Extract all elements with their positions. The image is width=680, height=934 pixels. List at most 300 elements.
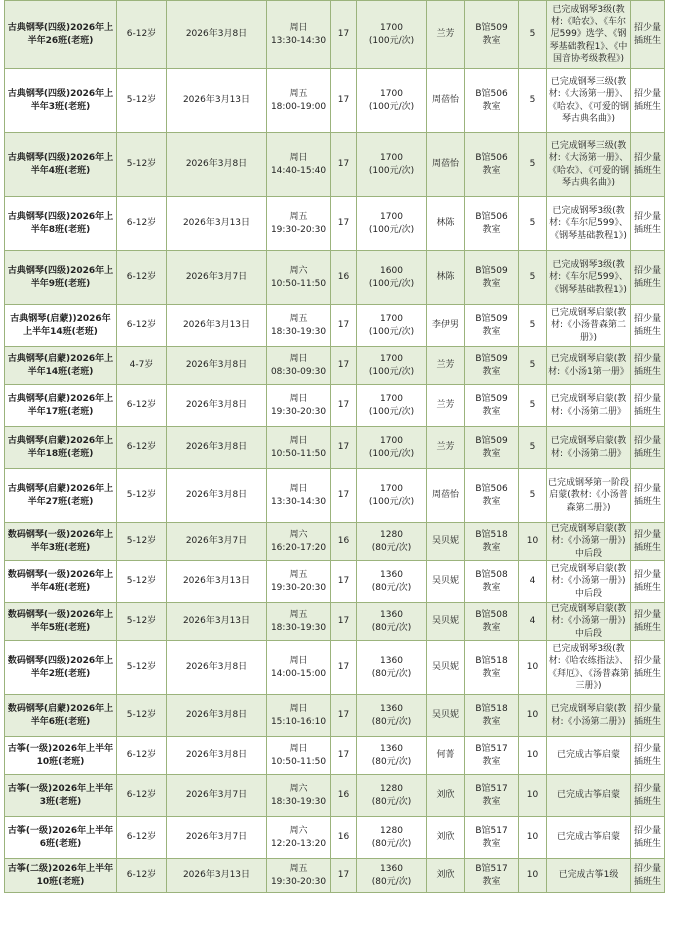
time-text: 18:30-19:30 — [270, 796, 327, 807]
fee-cell — [357, 251, 427, 305]
weekday-text: 周五 — [289, 89, 308, 100]
time-text: 14:40-15:40 — [270, 165, 327, 176]
requirement-cell: 已完成钢琴3级(教材:《哈农练指法》、《拜厄》、《汤普森第三册》) — [547, 641, 631, 695]
room-cell — [465, 427, 519, 469]
fee-cell — [357, 133, 427, 197]
sessions-cell: 17 — [331, 385, 357, 427]
fee-total-text: 1360 — [380, 704, 403, 715]
room-suffix-text: 教室 — [482, 796, 501, 807]
weekday-text: 周日 — [289, 656, 308, 667]
room-suffix-text: 教室 — [482, 496, 501, 507]
sessions-cell: 17 — [331, 197, 357, 251]
seats-cell: 10 — [519, 775, 547, 817]
sessions-cell: 17 — [331, 695, 357, 737]
fee-total-text: 1700 — [380, 354, 403, 365]
table-row — [5, 427, 665, 469]
start-date-cell: 2026年3月8日 — [167, 469, 267, 523]
room-text: B馆506 — [475, 484, 508, 495]
room-text: B馆517 — [475, 826, 508, 837]
teacher-cell: 周蓓怡 — [427, 133, 465, 197]
start-date-cell: 2026年3月13日 — [167, 859, 267, 893]
fee-cell — [357, 695, 427, 737]
age-cell: 5-12岁 — [117, 603, 167, 641]
seats-cell: 10 — [519, 817, 547, 859]
room-suffix-text: 教室 — [482, 582, 501, 593]
teacher-cell: 兰芳 — [427, 385, 465, 427]
schedule-cell — [267, 817, 331, 859]
room-text: B馆518 — [475, 704, 508, 715]
fee-cell — [357, 197, 427, 251]
room-cell — [465, 347, 519, 385]
room-cell — [465, 775, 519, 817]
weekday-text: 周日 — [289, 484, 308, 495]
fee-per-session-text: (80元/次) — [371, 668, 412, 679]
room-text: B馆508 — [475, 610, 508, 621]
class-schedule-table — [4, 0, 665, 893]
fee-per-session-text: (100元/次) — [368, 35, 415, 46]
requirement-cell: 已完成古筝启蒙 — [547, 817, 631, 859]
room-cell — [465, 1, 519, 69]
class-name-cell: 数码钢琴(启蒙)2026年上半年6班(老班) — [5, 695, 117, 737]
fee-total-text: 1600 — [380, 266, 403, 277]
sessions-cell: 17 — [331, 641, 357, 695]
room-suffix-text: 教室 — [482, 278, 501, 289]
schedule-cell — [267, 641, 331, 695]
requirement-cell: 已完成钢琴三级(教材:《大汤第一册》、《哈农》、《可爱的钢琴古典名曲》) — [547, 69, 631, 133]
fee-cell — [357, 347, 427, 385]
start-date-cell: 2026年3月8日 — [167, 695, 267, 737]
time-text: 10:50-11:50 — [270, 756, 327, 767]
weekday-text: 周六 — [289, 784, 308, 795]
seats-cell: 5 — [519, 1, 547, 69]
time-text: 13:30-14:30 — [270, 496, 327, 507]
seats-cell: 5 — [519, 347, 547, 385]
weekday-text: 周六 — [289, 530, 308, 541]
requirement-cell: 已完成钢琴启蒙(教材:《小汤普森第二册》) — [547, 305, 631, 347]
status-cell: 招少量插班生 — [631, 347, 665, 385]
time-text: 19:30-20:30 — [270, 876, 327, 887]
fee-cell — [357, 775, 427, 817]
table-row — [5, 817, 665, 859]
table-row — [5, 603, 665, 641]
age-cell: 5-12岁 — [117, 695, 167, 737]
start-date-cell: 2026年3月13日 — [167, 69, 267, 133]
weekday-text: 周日 — [289, 23, 308, 34]
room-text: B馆517 — [475, 744, 508, 755]
room-cell — [465, 695, 519, 737]
fee-cell — [357, 523, 427, 561]
teacher-cell: 兰芳 — [427, 1, 465, 69]
fee-total-text: 1360 — [380, 864, 403, 875]
requirement-cell: 已完成钢琴启蒙(教材:《小汤第一册》)中后段 — [547, 603, 631, 641]
requirement-cell: 已完成古筝1级 — [547, 859, 631, 893]
age-cell: 4-7岁 — [117, 347, 167, 385]
room-text: B馆509 — [475, 394, 508, 405]
table-row — [5, 469, 665, 523]
schedule-cell — [267, 385, 331, 427]
time-text: 10:50-11:50 — [270, 278, 327, 289]
room-suffix-text: 教室 — [482, 448, 501, 459]
sessions-cell: 17 — [331, 603, 357, 641]
fee-cell — [357, 737, 427, 775]
table-row — [5, 641, 665, 695]
class-name-cell: 古典钢琴(四级)2026年上半年3班(老班) — [5, 69, 117, 133]
teacher-cell: 刘欣 — [427, 775, 465, 817]
room-cell — [465, 817, 519, 859]
room-suffix-text: 教室 — [482, 101, 501, 112]
status-cell: 招少量插班生 — [631, 469, 665, 523]
room-cell — [465, 251, 519, 305]
seats-cell: 5 — [519, 385, 547, 427]
age-cell: 5-12岁 — [117, 69, 167, 133]
weekday-text: 周日 — [289, 436, 308, 447]
age-cell: 6-12岁 — [117, 385, 167, 427]
room-suffix-text: 教室 — [482, 838, 501, 849]
fee-total-text: 1700 — [380, 23, 403, 34]
status-cell: 招少量插班生 — [631, 1, 665, 69]
fee-cell — [357, 69, 427, 133]
room-suffix-text: 教室 — [482, 668, 501, 679]
sessions-cell: 17 — [331, 69, 357, 133]
class-name-cell: 古典钢琴(启蒙))2026年上半年14班(老班) — [5, 305, 117, 347]
weekday-text: 周六 — [289, 826, 308, 837]
status-cell: 招少量插班生 — [631, 385, 665, 427]
fee-per-session-text: (100元/次) — [368, 496, 415, 507]
table-row — [5, 305, 665, 347]
fee-per-session-text: (80元/次) — [371, 838, 412, 849]
teacher-cell: 何菁 — [427, 737, 465, 775]
sessions-cell: 16 — [331, 817, 357, 859]
class-name-cell: 古典钢琴(启蒙)2026年上半年18班(老班) — [5, 427, 117, 469]
schedule-cell — [267, 603, 331, 641]
start-date-cell: 2026年3月8日 — [167, 427, 267, 469]
class-name-cell: 数码钢琴(四级)2026年上半年2班(老班) — [5, 641, 117, 695]
requirement-cell: 已完成钢琴启蒙(教材:《小汤1第一册》 — [547, 347, 631, 385]
room-cell — [465, 305, 519, 347]
age-cell: 5-12岁 — [117, 523, 167, 561]
room-cell — [465, 737, 519, 775]
age-cell: 5-12岁 — [117, 469, 167, 523]
table-row — [5, 523, 665, 561]
requirement-cell: 已完成钢琴3级(教材:《车尔尼599》、《钢琴基础教程1》) — [547, 197, 631, 251]
fee-per-session-text: (100元/次) — [368, 326, 415, 337]
status-cell: 招少量插班生 — [631, 197, 665, 251]
time-text: 08:30-09:30 — [270, 366, 327, 377]
status-cell: 招少量插班生 — [631, 817, 665, 859]
age-cell: 6-12岁 — [117, 775, 167, 817]
class-name-cell: 古筝(二级)2026年上半年10班(老班) — [5, 859, 117, 893]
table-row — [5, 69, 665, 133]
status-cell: 招少量插班生 — [631, 133, 665, 197]
fee-per-session-text: (100元/次) — [368, 366, 415, 377]
fee-per-session-text: (80元/次) — [371, 796, 412, 807]
teacher-cell: 吴贝妮 — [427, 523, 465, 561]
time-text: 18:30-19:30 — [270, 622, 327, 633]
room-cell — [465, 69, 519, 133]
fee-per-session-text: (100元/次) — [368, 406, 415, 417]
fee-total-text: 1360 — [380, 570, 403, 581]
fee-per-session-text: (100元/次) — [368, 165, 415, 176]
teacher-cell: 吴贝妮 — [427, 561, 465, 603]
room-text: B馆509 — [475, 23, 508, 34]
fee-total-text: 1700 — [380, 484, 403, 495]
room-suffix-text: 教室 — [482, 716, 501, 727]
requirement-cell: 已完成钢琴3级(教材:《哈农》、《车尔尼599》选学、《钢琴基础教程1》、《中国音协考级教程》) — [547, 1, 631, 69]
room-text: B馆509 — [475, 314, 508, 325]
fee-total-text: 1360 — [380, 744, 403, 755]
requirement-cell: 已完成钢琴启蒙(教材:《小汤第一册》)中后段 — [547, 561, 631, 603]
seats-cell: 10 — [519, 641, 547, 695]
teacher-cell: 刘欣 — [427, 859, 465, 893]
weekday-text: 周日 — [289, 153, 308, 164]
class-name-cell: 古筝(一级)2026年上半年6班(老班) — [5, 817, 117, 859]
schedule-cell — [267, 305, 331, 347]
room-suffix-text: 教室 — [482, 35, 501, 46]
fee-cell — [357, 817, 427, 859]
seats-cell: 10 — [519, 695, 547, 737]
status-cell: 招少量插班生 — [631, 523, 665, 561]
fee-per-session-text: (80元/次) — [371, 876, 412, 887]
status-cell: 招少量插班生 — [631, 561, 665, 603]
fee-per-session-text: (100元/次) — [368, 278, 415, 289]
schedule-cell — [267, 197, 331, 251]
sessions-cell: 17 — [331, 305, 357, 347]
seats-cell: 5 — [519, 469, 547, 523]
time-text: 19:30-20:30 — [270, 224, 327, 235]
room-text: B馆508 — [475, 570, 508, 581]
age-cell: 6-12岁 — [117, 305, 167, 347]
seats-cell: 5 — [519, 427, 547, 469]
schedule-cell — [267, 469, 331, 523]
room-text: B馆506 — [475, 153, 508, 164]
teacher-cell: 刘欣 — [427, 817, 465, 859]
schedule-cell — [267, 859, 331, 893]
fee-per-session-text: (100元/次) — [368, 101, 415, 112]
start-date-cell: 2026年3月8日 — [167, 385, 267, 427]
weekday-text: 周五 — [289, 570, 308, 581]
teacher-cell: 兰芳 — [427, 347, 465, 385]
class-name-cell: 数码钢琴(一级)2026年上半年4班(老班) — [5, 561, 117, 603]
schedule-cell — [267, 1, 331, 69]
fee-per-session-text: (80元/次) — [371, 756, 412, 767]
room-cell — [465, 197, 519, 251]
table-row — [5, 385, 665, 427]
seats-cell: 5 — [519, 197, 547, 251]
fee-cell — [357, 427, 427, 469]
sessions-cell: 16 — [331, 251, 357, 305]
schedule-cell — [267, 427, 331, 469]
table-row — [5, 197, 665, 251]
fee-total-text: 1280 — [380, 530, 403, 541]
schedule-cell — [267, 737, 331, 775]
teacher-cell: 周蓓怡 — [427, 69, 465, 133]
table-row — [5, 251, 665, 305]
time-text: 13:30-14:30 — [270, 35, 327, 46]
start-date-cell: 2026年3月8日 — [167, 133, 267, 197]
requirement-cell: 已完成钢琴3级(教材:《车尔尼599》、《钢琴基础教程1》) — [547, 251, 631, 305]
weekday-text: 周五 — [289, 610, 308, 621]
table-row — [5, 775, 665, 817]
weekday-text: 周五 — [289, 864, 308, 875]
table-row — [5, 1, 665, 69]
requirement-cell: 已完成古筝启蒙 — [547, 737, 631, 775]
start-date-cell: 2026年3月8日 — [167, 641, 267, 695]
weekday-text: 周六 — [289, 266, 308, 277]
fee-per-session-text: (80元/次) — [371, 542, 412, 553]
age-cell: 6-12岁 — [117, 817, 167, 859]
fee-total-text: 1700 — [380, 314, 403, 325]
seats-cell: 4 — [519, 561, 547, 603]
time-text: 12:20-13:20 — [270, 838, 327, 849]
start-date-cell: 2026年3月8日 — [167, 347, 267, 385]
sessions-cell: 17 — [331, 1, 357, 69]
schedule-cell — [267, 251, 331, 305]
schedule-cell — [267, 133, 331, 197]
seats-cell: 10 — [519, 859, 547, 893]
sessions-cell: 17 — [331, 737, 357, 775]
schedule-cell — [267, 695, 331, 737]
requirement-cell: 已完成钢琴第一阶段启蒙(教材:《小汤普森第二册》) — [547, 469, 631, 523]
fee-total-text: 1700 — [380, 89, 403, 100]
status-cell: 招少量插班生 — [631, 251, 665, 305]
room-cell — [465, 641, 519, 695]
time-text: 18:00-19:00 — [270, 101, 327, 112]
room-text: B馆517 — [475, 784, 508, 795]
room-suffix-text: 教室 — [482, 542, 501, 553]
teacher-cell: 林陈 — [427, 251, 465, 305]
seats-cell: 5 — [519, 69, 547, 133]
requirement-cell: 已完成钢琴启蒙(教材:《小汤第一册》)中后段 — [547, 523, 631, 561]
room-cell — [465, 523, 519, 561]
schedule-cell — [267, 775, 331, 817]
room-text: B馆506 — [475, 212, 508, 223]
start-date-cell: 2026年3月7日 — [167, 775, 267, 817]
requirement-cell: 已完成钢琴启蒙(教材:《小汤第二册》 — [547, 385, 631, 427]
fee-cell — [357, 641, 427, 695]
weekday-text: 周日 — [289, 354, 308, 365]
room-text: B馆509 — [475, 266, 508, 277]
time-text: 19:30-20:30 — [270, 582, 327, 593]
sessions-cell: 17 — [331, 347, 357, 385]
status-cell: 招少量插班生 — [631, 69, 665, 133]
age-cell: 6-12岁 — [117, 197, 167, 251]
class-name-cell: 数码钢琴(一级)2026年上半年5班(老班) — [5, 603, 117, 641]
teacher-cell: 李伊男 — [427, 305, 465, 347]
fee-per-session-text: (80元/次) — [371, 716, 412, 727]
weekday-text: 周日 — [289, 704, 308, 715]
room-suffix-text: 教室 — [482, 366, 501, 377]
teacher-cell: 林陈 — [427, 197, 465, 251]
room-text: B馆509 — [475, 354, 508, 365]
sessions-cell: 17 — [331, 859, 357, 893]
status-cell: 招少量插班生 — [631, 775, 665, 817]
table-row — [5, 737, 665, 775]
weekday-text: 周五 — [289, 314, 308, 325]
age-cell: 5-12岁 — [117, 561, 167, 603]
age-cell: 6-12岁 — [117, 427, 167, 469]
class-name-cell: 古典钢琴(四级)2026年上半年4班(老班) — [5, 133, 117, 197]
room-cell — [465, 469, 519, 523]
teacher-cell: 吴贝妮 — [427, 603, 465, 641]
status-cell: 招少量插班生 — [631, 695, 665, 737]
age-cell: 5-12岁 — [117, 133, 167, 197]
status-cell: 招少量插班生 — [631, 305, 665, 347]
time-text: 10:50-11:50 — [270, 448, 327, 459]
time-text: 16:20-17:20 — [270, 542, 327, 553]
teacher-cell: 吴贝妮 — [427, 641, 465, 695]
table-row — [5, 347, 665, 385]
weekday-text: 周日 — [289, 394, 308, 405]
room-text: B馆506 — [475, 89, 508, 100]
teacher-cell: 吴贝妮 — [427, 695, 465, 737]
room-text: B馆518 — [475, 530, 508, 541]
room-suffix-text: 教室 — [482, 326, 501, 337]
room-cell — [465, 603, 519, 641]
sessions-cell: 16 — [331, 775, 357, 817]
teacher-cell: 周蓓怡 — [427, 469, 465, 523]
start-date-cell: 2026年3月7日 — [167, 817, 267, 859]
table-row — [5, 561, 665, 603]
class-name-cell: 古典钢琴(四级)2026年上半年9班(老班) — [5, 251, 117, 305]
sessions-cell: 17 — [331, 427, 357, 469]
schedule-cell — [267, 523, 331, 561]
fee-cell — [357, 859, 427, 893]
start-date-cell: 2026年3月7日 — [167, 251, 267, 305]
fee-cell — [357, 603, 427, 641]
table-row — [5, 695, 665, 737]
teacher-cell: 兰芳 — [427, 427, 465, 469]
start-date-cell: 2026年3月13日 — [167, 603, 267, 641]
class-name-cell: 古典钢琴(启蒙)2026年上半年17班(老班) — [5, 385, 117, 427]
fee-total-text: 1360 — [380, 610, 403, 621]
requirement-cell: 已完成钢琴三级(教材:《大汤第一册》、《哈农》、《可爱的钢琴古典名曲》) — [547, 133, 631, 197]
start-date-cell: 2026年3月13日 — [167, 305, 267, 347]
status-cell: 招少量插班生 — [631, 737, 665, 775]
fee-total-text: 1700 — [380, 394, 403, 405]
room-cell — [465, 385, 519, 427]
class-name-cell: 古典钢琴(启蒙)2026年上半年27班(老班) — [5, 469, 117, 523]
fee-per-session-text: (100元/次) — [368, 448, 415, 459]
room-suffix-text: 教室 — [482, 876, 501, 887]
class-name-cell: 数码钢琴(一级)2026年上半年3班(老班) — [5, 523, 117, 561]
fee-total-text: 1700 — [380, 212, 403, 223]
seats-cell: 5 — [519, 251, 547, 305]
fee-per-session-text: (100元/次) — [368, 224, 415, 235]
weekday-text: 周日 — [289, 744, 308, 755]
room-cell — [465, 133, 519, 197]
time-text: 14:00-15:00 — [270, 668, 327, 679]
sessions-cell: 17 — [331, 469, 357, 523]
fee-total-text: 1360 — [380, 656, 403, 667]
room-cell — [465, 859, 519, 893]
start-date-cell: 2026年3月8日 — [167, 737, 267, 775]
status-cell: 招少量插班生 — [631, 603, 665, 641]
time-text: 15:10-16:10 — [270, 716, 327, 727]
room-suffix-text: 教室 — [482, 756, 501, 767]
seats-cell: 5 — [519, 305, 547, 347]
fee-cell — [357, 561, 427, 603]
room-cell — [465, 561, 519, 603]
fee-cell — [357, 305, 427, 347]
table-row — [5, 133, 665, 197]
status-cell: 招少量插班生 — [631, 641, 665, 695]
start-date-cell: 2026年3月7日 — [167, 523, 267, 561]
class-name-cell: 古典钢琴(四级)2026年上半年8班(老班) — [5, 197, 117, 251]
fee-total-text: 1280 — [380, 826, 403, 837]
class-name-cell: 古筝(一级)2026年上半年10班(老班) — [5, 737, 117, 775]
requirement-cell: 已完成钢琴启蒙(教材:《小汤第二册》) — [547, 695, 631, 737]
weekday-text: 周五 — [289, 212, 308, 223]
